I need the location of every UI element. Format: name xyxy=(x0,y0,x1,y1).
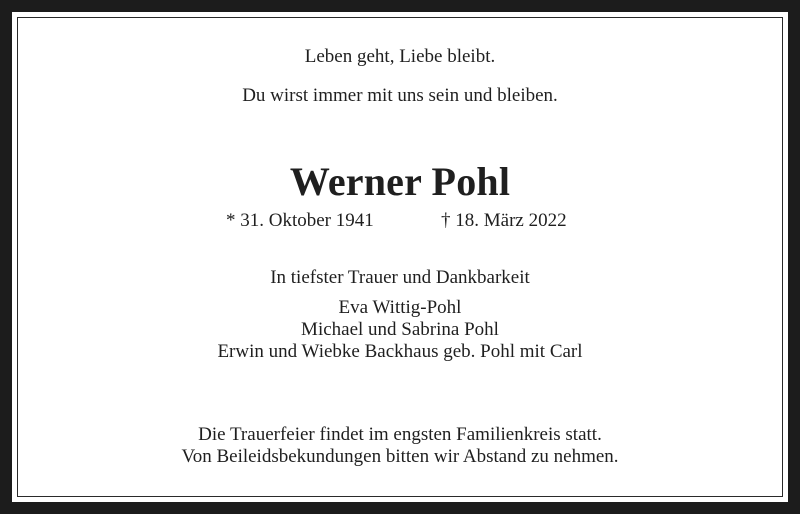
mourner-names xyxy=(12,297,788,363)
mourner-name: Eva Wittig-Pohl xyxy=(338,297,462,318)
birth-date: * 31. Oktober 1941 xyxy=(226,210,374,231)
motto-line-1: Leben geht, Liebe bleibt. xyxy=(304,46,496,67)
mourning-intro: In tiefster Trauer und Dankbarkeit xyxy=(270,267,530,288)
motto-line-2: Du wirst immer mit uns sein und bleiben. xyxy=(242,85,558,106)
mourner-name: Erwin und Wiebke Backhaus geb. Pohl mit Carl xyxy=(217,341,583,362)
closing-line-2: Von Beileidsbekundungen bitten wir Abstand zu nehmen. xyxy=(181,446,619,467)
life-dates xyxy=(12,210,788,232)
closing-line-1: Die Trauerfeier findet im engsten Familienkreis statt. xyxy=(198,424,602,445)
deceased-name: Werner Pohl xyxy=(289,159,511,204)
death-date: † 18. März 2022 xyxy=(441,210,567,231)
mourner-name: Michael und Sabrina Pohl xyxy=(301,319,499,340)
